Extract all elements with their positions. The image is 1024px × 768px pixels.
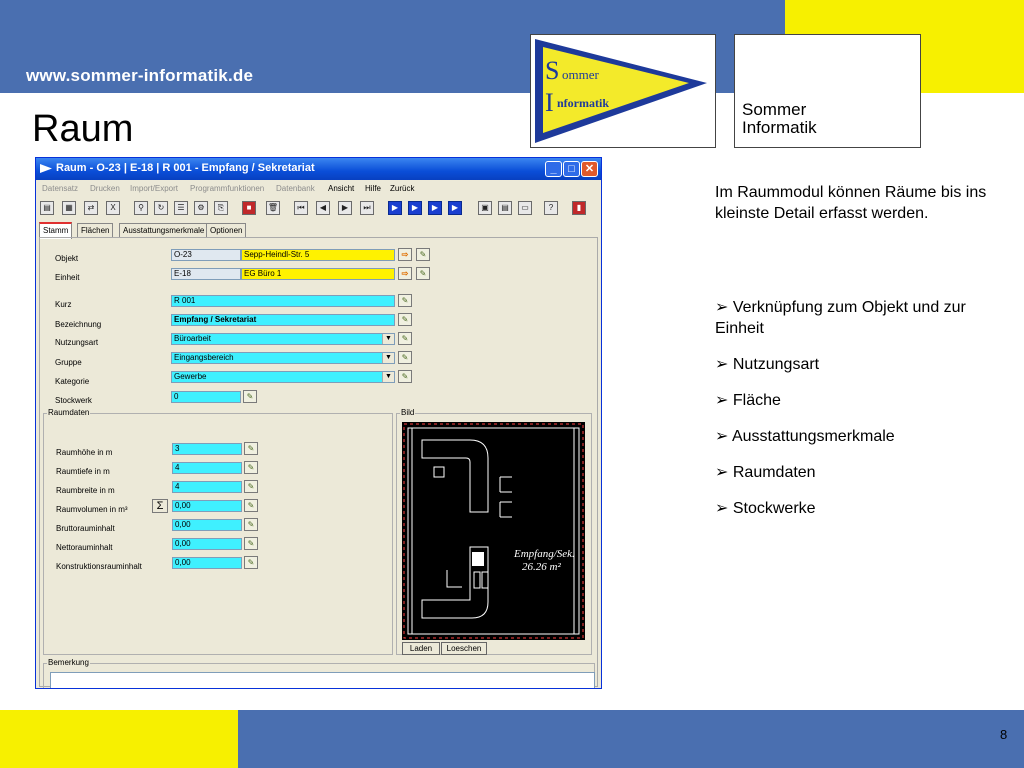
logo-line2: nformatik [557,96,609,110]
close-button[interactable]: ✕ [581,161,598,177]
menu-zurueck[interactable]: Zurück [390,184,415,193]
menu-bar [36,181,601,197]
tab-ausstattungsmerkmale[interactable]: Ausstattungsmerkmale [119,223,208,237]
export-icon[interactable]: ⇄ [84,201,98,215]
einheit-name-field[interactable]: EG Büro 1 [241,268,395,280]
bild-title: Bild [401,408,415,417]
bemerkung-group [43,658,595,689]
bild-group [396,408,592,655]
objekt-name-field[interactable]: Sepp-Heindl-Str. 5 [241,249,395,261]
window-title: Raum - O-23 | E-18 | R 001 - Empfang / Sekretariat [56,162,315,174]
gruppe-select[interactable] [171,352,395,364]
tab-optionen[interactable]: Optionen [206,223,246,237]
kurz-field[interactable]: R 001 [171,295,395,307]
window-titlebar[interactable] [36,158,601,180]
raumdaten-group [43,408,393,655]
raumbreite-label: Raumbreite in m [56,486,115,495]
menu-ansicht[interactable]: Ansicht [328,184,355,193]
bezeichnung-field[interactable]: Empfang / Sekretariat [171,314,395,326]
bruttorauminhalt-label: Bruttorauminhalt [56,524,115,533]
edit-icon[interactable]: ✎ [398,370,412,383]
gruppe-value: Eingangsbereich [174,353,234,362]
menu-hilfe[interactable]: Hilfe [365,184,382,193]
room-label-area: 26.26 m² [522,561,561,573]
nutzungsart-value: Büroarbeit [174,334,211,343]
edit-icon[interactable]: ✎ [244,499,258,512]
search-icon[interactable]: ⚲ [134,201,148,215]
nav-arrow-icon[interactable]: ▶ [428,201,442,215]
feature-item: ➢ Raumdaten [715,464,816,481]
edit-icon[interactable]: ✎ [244,537,258,550]
logo-text: Sommer Informatik [742,100,817,137]
edit-icon[interactable]: ✎ [243,390,257,403]
nettorauminhalt-label: Nettorauminhalt [56,543,113,552]
stockwerk-field[interactable]: 0 [171,391,241,403]
einheit-code-field[interactable]: E-18 [171,268,241,280]
edit-icon[interactable]: ✎ [398,294,412,307]
feature-list [715,297,1010,534]
chevron-down-icon[interactable]: ▼ [382,334,394,344]
menu-datensatz[interactable]: Datensatz [42,184,79,193]
nutzungsart-select[interactable] [171,333,395,345]
tab-flaechen[interactable]: Flächen [77,223,113,237]
menu-drucken[interactable]: Drucken [90,184,120,193]
maximize-button[interactable]: □ [563,161,580,177]
raumhoehe-field[interactable]: 3 [172,443,242,455]
slide-title: Raum [32,108,134,150]
edit-icon[interactable]: ✎ [398,351,412,364]
edit-icon[interactable]: ✎ [244,518,258,531]
document-icon[interactable]: ▤ [498,201,512,215]
app-icon [40,164,52,173]
calculator-icon[interactable]: ▣ [478,201,492,215]
menu-import-export[interactable]: Import/Export [130,184,179,193]
loeschen-button[interactable]: Loeschen [441,642,487,655]
menu-programmfunktionen[interactable]: Programmfunktionen [190,184,265,193]
list-icon[interactable]: ☰ [174,201,188,215]
tools-icon[interactable]: ⚙ [194,201,208,215]
edit-icon[interactable]: ✎ [398,313,412,326]
kategorie-value: Gewerbe [174,372,207,381]
chevron-down-icon[interactable]: ▼ [382,372,394,382]
module-description: Im Raummodul können Räume bis ins kleinste Detail erfasst werden. [715,184,987,222]
raumbreite-field[interactable]: 4 [172,481,242,493]
kategorie-select[interactable] [171,371,395,383]
footer-accent-block [0,710,238,768]
bemerkung-textarea[interactable] [50,672,595,689]
raumvolumen-label: Raumvolumen in m³ [56,505,128,514]
menu-datenbank[interactable]: Datenbank [276,184,315,193]
exit-icon[interactable]: ▮ [572,201,586,215]
konstruktionsrauminhalt-field[interactable]: 0,00 [172,557,242,569]
company-logo-text [734,34,921,148]
raumvolumen-field[interactable]: 0,00 [172,500,242,512]
preview-icon[interactable]: ▦ [62,201,76,215]
tab-strip [39,222,599,238]
goto-arrow-icon[interactable]: ⇨ [398,248,412,261]
nutzungsart-label: Nutzungsart [55,338,99,347]
toolbar [36,198,601,220]
company-logo-pennant [530,34,716,148]
feature-item: ➢ Stockwerke [715,500,816,517]
goto-arrow-icon[interactable]: ⇨ [398,267,412,280]
next-record-icon[interactable]: ▶ [338,201,352,215]
feature-item: ➢ Verknüpfung zum Objekt und zur Einheit [715,299,966,337]
nav-arrow-icon[interactable]: ▶ [388,201,402,215]
edit-icon[interactable]: ✎ [244,461,258,474]
window-icon[interactable]: ▭ [518,201,532,215]
nettorauminhalt-field[interactable]: 0,00 [172,538,242,550]
help-icon[interactable]: ? [544,201,558,215]
raumhoehe-label: Raumhöhe in m [56,448,113,457]
konstruktionsrauminhalt-label: Konstruktionsrauminhalt [56,562,142,571]
last-record-icon[interactable]: ⏭ [360,201,374,215]
copy-icon[interactable]: ⎘ [214,201,228,215]
nav-arrow-icon[interactable]: ▶ [408,201,422,215]
room-label-name: Empfang/Sek. [514,548,575,560]
print-icon[interactable]: ▤ [40,201,54,215]
floor-plan-image [402,422,585,640]
feature-item: ➢ Nutzungsart [715,356,820,373]
minimize-button[interactable]: _ [545,161,562,177]
site-url: www.sommer-informatik.de [26,66,254,85]
delete-icon[interactable]: 🗑 [266,201,280,215]
laden-button[interactable]: Laden [402,642,440,655]
edit-icon[interactable]: ✎ [244,442,258,455]
raum-window [35,157,602,689]
stamm-panel [39,237,598,687]
bemerkung-label: Bemerkung [48,658,89,667]
kurz-label: Kurz [55,300,72,309]
bezeichnung-label: Bezeichnung [55,320,102,329]
raumdaten-title: Raumdaten [48,408,90,417]
first-record-icon[interactable]: ⏮ [294,201,308,215]
chevron-down-icon[interactable]: ▼ [382,353,394,363]
feature-item: ➢ Fläche [715,392,781,409]
svg-text:S: S [545,56,560,85]
previous-record-icon[interactable]: ◀ [316,201,330,215]
feature-item: ➢ Ausstattungsmerkmale [715,428,895,445]
tab-stamm[interactable]: Stamm [39,222,72,239]
page-number: 8 [1000,727,1008,742]
nav-arrow-icon[interactable]: ▶ [448,201,462,215]
objekt-code-field[interactable]: O-23 [171,249,241,261]
stockwerk-label: Stockwerk [55,396,92,405]
raumtiefe-field[interactable]: 4 [172,462,242,474]
sum-calculate-button[interactable]: Σ [152,499,168,513]
lookup-icon[interactable]: ✎ [416,248,430,261]
bruttorauminhalt-field[interactable]: 0,00 [172,519,242,531]
lookup-icon[interactable]: ✎ [416,267,430,280]
edit-icon[interactable]: ✎ [398,332,412,345]
objekt-label: Objekt [55,254,79,263]
edit-icon[interactable]: ✎ [244,480,258,493]
edit-icon[interactable]: ✎ [244,556,258,569]
kategorie-label: Kategorie [55,377,90,386]
save-icon[interactable]: ■ [242,201,256,215]
refresh-icon[interactable]: ↻ [154,201,168,215]
einheit-label: Einheit [55,273,80,282]
svg-text:I: I [545,88,554,117]
logo-line1: ommer [562,67,599,82]
raumtiefe-label: Raumtiefe in m [56,467,110,476]
gruppe-label: Gruppe [55,358,82,367]
excel-icon[interactable]: X [106,201,120,215]
